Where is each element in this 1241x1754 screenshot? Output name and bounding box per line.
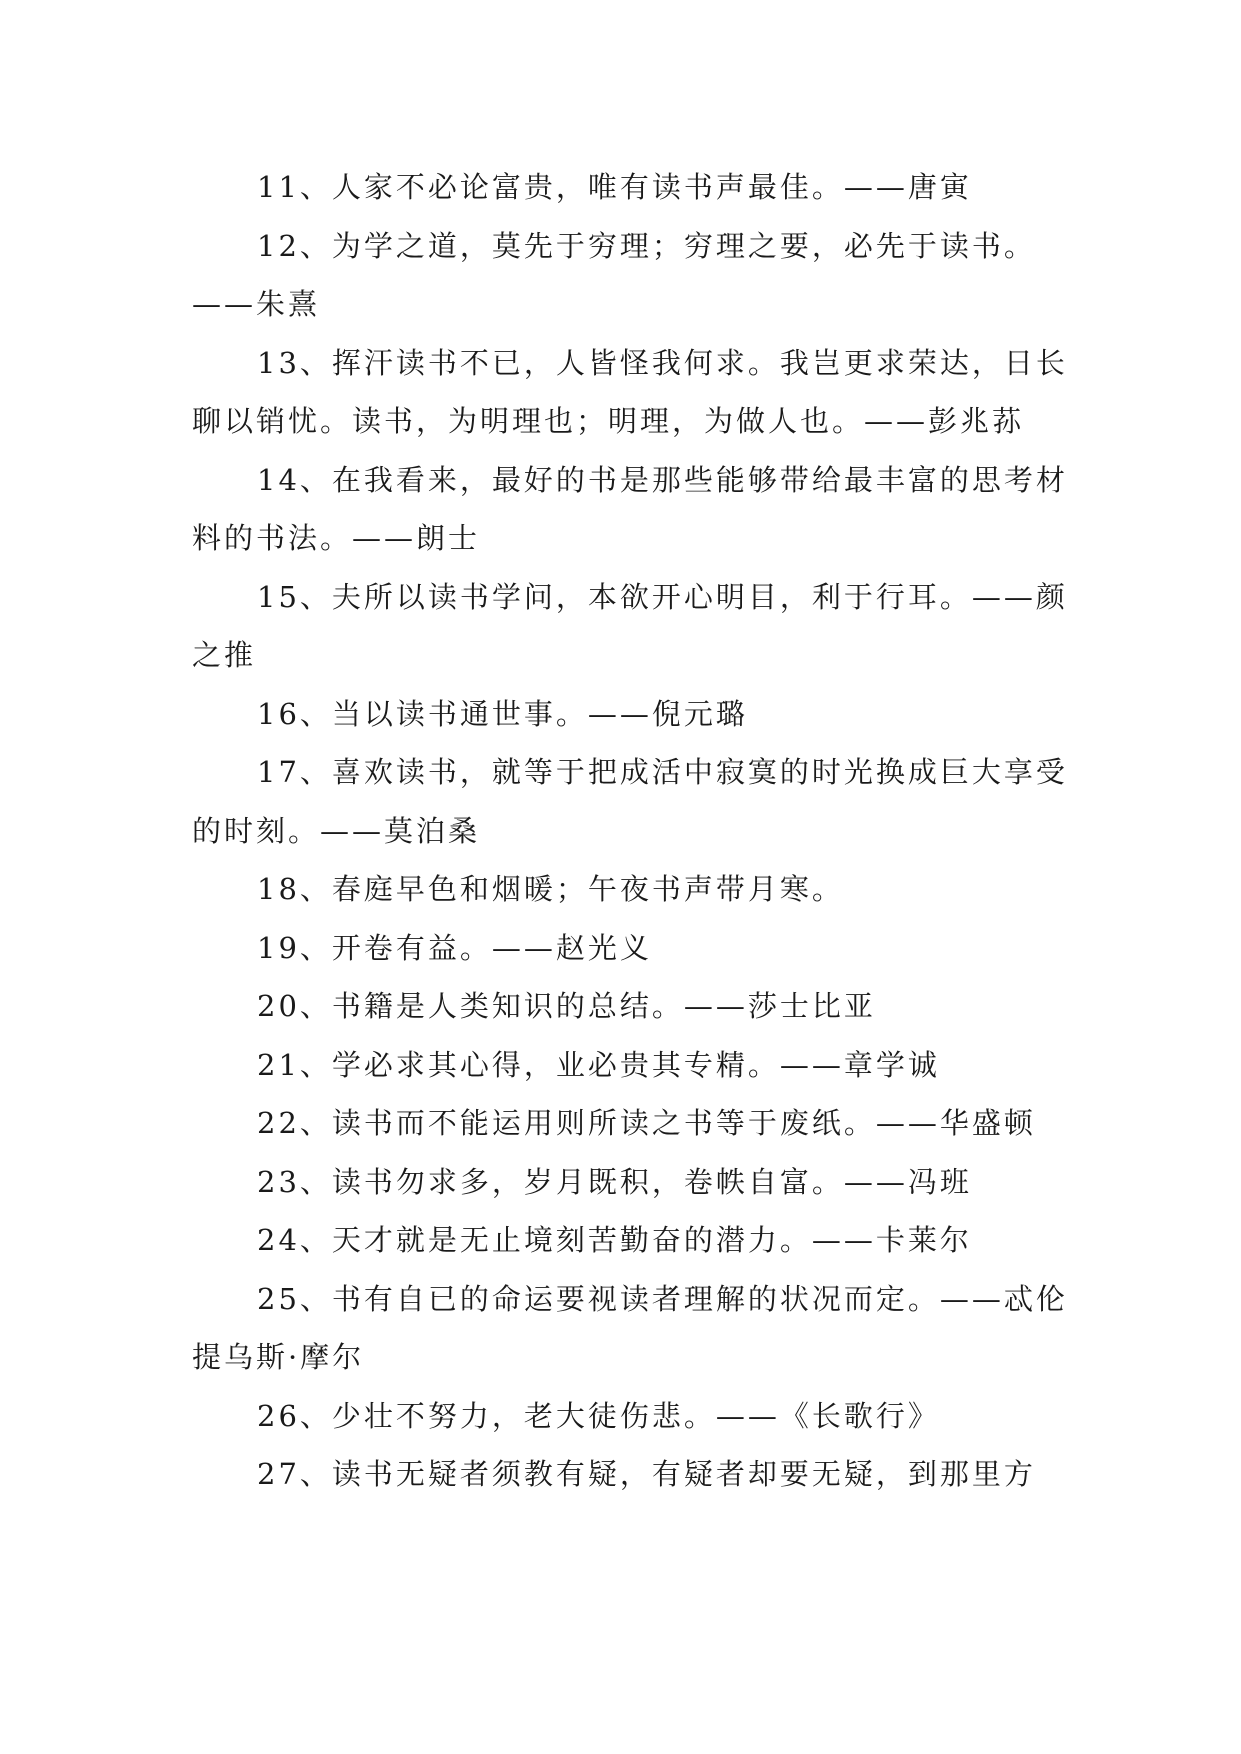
quote-21: 21、学必求其心得，业必贵其专精。——章学诚 (257, 1047, 940, 1082)
quote-14: 14、在我看来，最好的书是那些能够带给最丰富的思考材料的书法。——朗士 (192, 462, 1068, 555)
quote-26: 26、少壮不努力，老大徒伤悲。——《长歌行》 (257, 1398, 940, 1433)
quote-list (192, 158, 1072, 1504)
quote-22: 22、读书而不能运用则所读之书等于废纸。——华盛顿 (257, 1106, 1036, 1140)
quote-13: 13、挥汗读书不已，人皆怪我何求。我岂更求荣达，日长聊以销忧。读书，为明理也；明理，为做人也。——彭兆荪 (192, 345, 1068, 438)
quote-27: 27、读书无疑者须教有疑，有疑者却要无疑，到那里方 (257, 1457, 1036, 1491)
quote-16: 16、当以读书通世事。——倪元璐 (257, 696, 748, 731)
quote-19: 19、开卷有益。——赵光义 (257, 930, 652, 965)
quote-20: 20、书籍是人类知识的总结。——莎士比亚 (257, 989, 876, 1023)
quote-25: 25、书有自已的命运要视读者理解的状况而定。——忒伦提乌斯·摩尔 (192, 1281, 1068, 1374)
quote-18: 18、春庭早色和烟暖；午夜书声带月寒。 (257, 872, 844, 906)
quote-23: 23、读书勿求多，岁月既积，卷帙自富。——冯班 (257, 1164, 972, 1199)
quote-12: 12、为学之道，莫先于穷理；穷理之要，必先于读书。——朱熹 (192, 228, 1036, 321)
quote-11: 11、人家不必论富贵，唯有读书声最佳。——唐寅 (257, 170, 972, 204)
quote-17: 17、喜欢读书，就等于把成活中寂寞的时光换成巨大享受的时刻。——莫泊桑 (192, 755, 1068, 848)
quote-24: 24、天才就是无止境刻苦勤奋的潜力。——卡莱尔 (257, 1223, 972, 1257)
quote-15: 15、夫所以读书学问，本欲开心明目，利于行耳。——颜之推 (192, 579, 1068, 672)
